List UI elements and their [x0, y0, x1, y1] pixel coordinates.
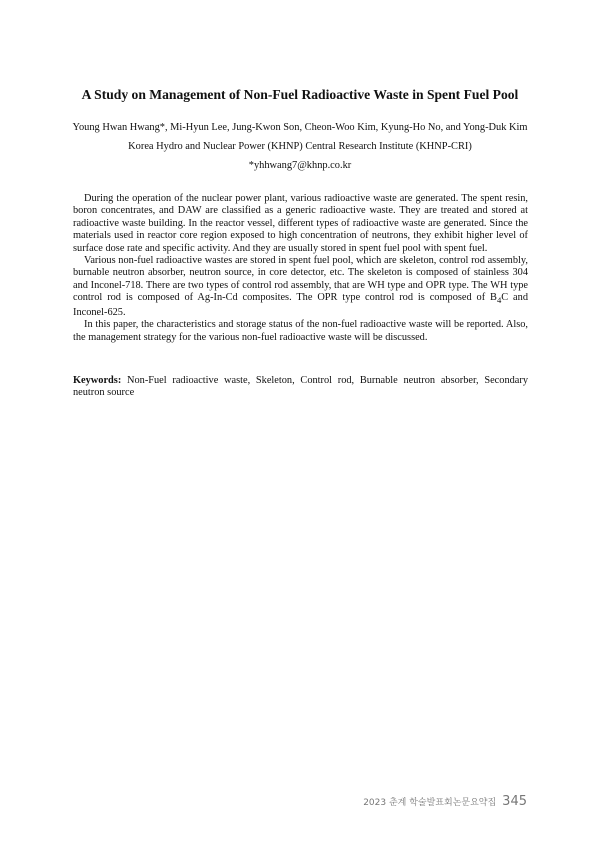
keywords-label: Keywords: — [73, 375, 122, 386]
corresponding-email: *yhhwang7@khnp.co.kr — [248, 160, 352, 171]
abstract-paragraph-2-text: Various non-fuel radioactive wastes are stored in spent fuel pool, which are skeleton, control rod assembly, burnable neutron absorber, neutron source, in core detector, etc. The skeleton is composed of stainless 304 and Inconel-718. There are two types of control rod assembly, that are WH type and OPR type. The WH type control rod is composed of Ag-In-Cd composites. The OPR type control rod is composed of B — [73, 255, 528, 304]
subscript-4: 4 — [496, 295, 502, 306]
abstract-paragraph-1: During the operation of the nuclear power plant, various radioactive waste are generated. The spent resin, boron concentrates, and DAW are classified as a generic radioactive waste. They are treated and stored at radioactive waste building. In the reactor vessel, different types of radioactive waste are generated. Since the materials used in reactor core region exposed to high concentration of neutrons, they exhibit higher level of surface dose rate and specific activity. And they are usually stored in spent fuel pool with spent fuel. — [73, 193, 528, 254]
page-number: 345 — [502, 794, 527, 809]
abstract-paragraph-2-end: C and Inconel-625. — [73, 292, 528, 318]
paper-title: A Study on Management of Non-Fuel Radioactive Waste in Spent Fuel Pool — [81, 87, 519, 102]
page-footer — [363, 790, 527, 809]
affiliation: Korea Hydro and Nuclear Power (KHNP) Central Research Institute (KHNP-CRI) — [128, 141, 472, 152]
keywords-list: Non-Fuel radioactive waste, Skeleton, Control rod, Burnable neutron absorber, Secondary neutron source — [73, 375, 528, 399]
abstract-paragraph-2 — [73, 255, 528, 319]
keywords — [73, 375, 528, 400]
footer-proceedings-title: 2023 춘계 학술발표회논문요약집 — [363, 798, 497, 808]
abstract-paragraph-3: In this paper, the characteristics and storage status of the non-fuel radioactive waste will be reported. Also, the management strategy for the various non-fuel radioactive waste will be discussed. — [73, 319, 528, 343]
abstract — [73, 193, 528, 344]
author-list: Young Hwan Hwang*, Mi-Hyun Lee, Jung-Kwon Son, Cheon-Woo Kim, Kyung-Ho No, and Yong-Duk Kim — [72, 122, 528, 133]
